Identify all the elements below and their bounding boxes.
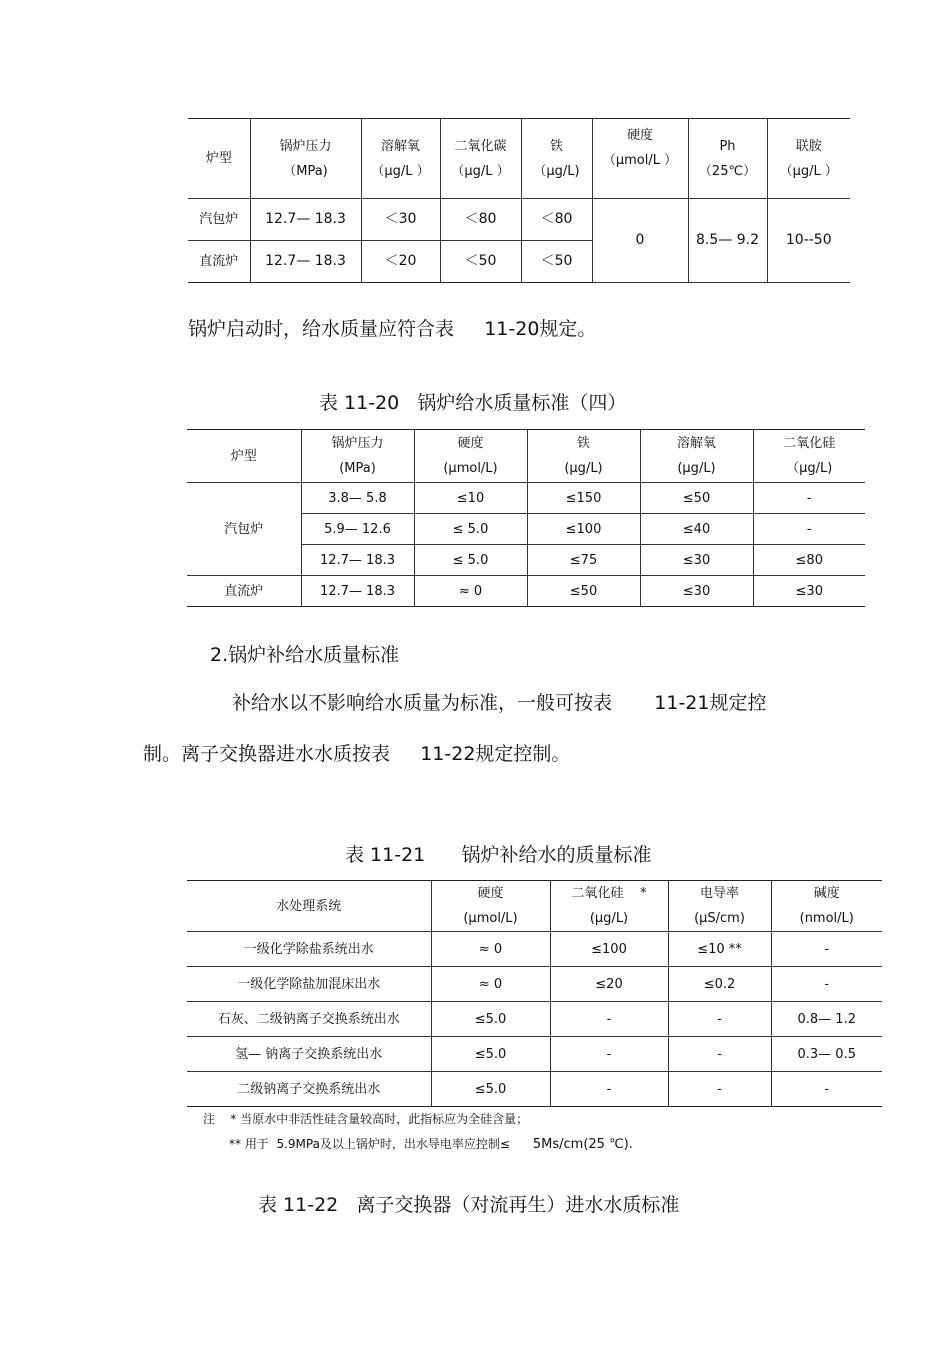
- table-row: [187, 1072, 882, 1107]
- table-cell: ≤5.0: [431, 1072, 550, 1107]
- table-cell: 0: [592, 199, 688, 283]
- table-cell: ≤0.2: [668, 967, 771, 1002]
- table-cell: 12.7— 18.3: [301, 545, 414, 576]
- note-text: ** 用于 5.9MPa及以上锅炉时，出水导电率应控制≤: [229, 1137, 533, 1151]
- boiler-type-cell: 直流炉: [199, 254, 239, 269]
- table-caption-11-22: 表 11-22 离子交换器（对流再生）进水水质标准: [258, 1194, 680, 1216]
- table-cell: ≤30: [640, 576, 753, 607]
- table-cell: -: [753, 483, 865, 514]
- header-cell: 炉型: [188, 119, 250, 199]
- table-cell: ≤40: [640, 514, 753, 545]
- table-note: [229, 1135, 633, 1154]
- table-caption-11-20: 表 11-20 锅炉给水质量标准（四）: [319, 392, 627, 414]
- paragraph-line: 制。离子交换器进水水质按表 11-22规定控制。: [143, 743, 571, 765]
- header-cell: 铁 （µg/L): [521, 119, 592, 199]
- table-cell: ≤5.0: [431, 1002, 550, 1037]
- table-cell: ＜50: [521, 241, 592, 283]
- system-cell: 石灰、二级钠离子交换系统出水: [187, 1002, 431, 1037]
- table-cell: -: [668, 1002, 771, 1037]
- table-cell: 12.7— 18.3: [250, 241, 361, 283]
- table-cell: ≤30: [753, 576, 865, 607]
- boiler-type-cell: 汽包炉: [187, 483, 301, 576]
- table-cell: ≈ 0: [431, 967, 550, 1002]
- table-header-row: [187, 430, 865, 483]
- table-cell: ＜30: [361, 199, 440, 241]
- header-cell: Ph （25℃）: [688, 119, 767, 199]
- header-cell: 电导率 (µS/cm): [668, 881, 771, 932]
- boiler-type-cell: 直流炉: [224, 583, 264, 599]
- header-cell: 硬度 (µmol/L): [431, 881, 550, 932]
- table-cell: ≤5.0: [431, 1037, 550, 1072]
- table-row: [187, 1002, 882, 1037]
- table-cell: ＜50: [440, 241, 521, 283]
- section-heading: 2.锅炉补给水质量标准: [210, 644, 400, 666]
- note-text: 5Ms/cm(25 ℃).: [532, 1137, 633, 1152]
- paragraph-startup: 锅炉启动时，给水质量应符合表 11-20规定。: [188, 318, 597, 340]
- table-row: [187, 576, 865, 607]
- table-cell: ≤10: [414, 483, 527, 514]
- table-cell: -: [550, 1072, 668, 1107]
- table-cell: 8.5— 9.2: [688, 199, 767, 283]
- table-cell: -: [550, 1002, 668, 1037]
- header-cell: 二氧化硅 * (µg/L): [550, 881, 668, 932]
- header-cell: 硬度 (µmol/L): [414, 430, 527, 483]
- table-row: [187, 1037, 882, 1072]
- system-cell: 一级化学除盐加混床出水: [187, 967, 431, 1002]
- table-header-row: [187, 881, 882, 932]
- header-cell: 碱度 (nmol/L): [771, 881, 882, 932]
- table-cell: 0.3— 0.5: [771, 1037, 882, 1072]
- table-cell: 3.8— 5.8: [301, 483, 414, 514]
- system-cell: 氢— 钠离子交换系统出水: [187, 1037, 431, 1072]
- table-cell: -: [668, 1037, 771, 1072]
- table-cell: ≤ 5.0: [414, 545, 527, 576]
- table-cell: ≤50: [527, 576, 640, 607]
- table-cell: ＜80: [521, 199, 592, 241]
- table-cell: ＜20: [361, 241, 440, 283]
- feedwater-quality-table-top: [188, 118, 850, 283]
- table-header-row: [188, 119, 850, 199]
- paragraph-line: 补给水以不影响给水质量为标准，一般可按表 11-21规定控: [232, 692, 767, 714]
- header-cell: 二氧化硅 （µg/L): [753, 430, 865, 483]
- table-cell: ≈ 0: [414, 576, 527, 607]
- boiler-type-cell: 汽包炉: [188, 199, 250, 241]
- table-cell: ≤100: [550, 932, 668, 967]
- table-cell: 5.9— 12.6: [301, 514, 414, 545]
- header-cell: 溶解氧 （µg/L ）: [361, 119, 440, 199]
- table-row: [187, 932, 882, 967]
- table-cell: ≤10 **: [668, 932, 771, 967]
- table-cell: 10--50: [767, 199, 850, 283]
- table-11-20: [187, 429, 865, 607]
- table-cell: ≤50: [640, 483, 753, 514]
- table-cell: -: [771, 967, 882, 1002]
- table-row: [187, 483, 865, 514]
- table-cell: -: [550, 1037, 668, 1072]
- table-cell: ≤ 5.0: [414, 514, 527, 545]
- table-cell: -: [771, 1072, 882, 1107]
- table-cell: ≤100: [527, 514, 640, 545]
- header-cell: 炉型: [187, 430, 301, 483]
- header-cell: 联胺 （µg/L ）: [767, 119, 850, 199]
- table-cell: -: [753, 514, 865, 545]
- table-cell: ≤150: [527, 483, 640, 514]
- table-note: 注 * 当原水中非活性硅含量较高时，此指标应为全硅含量；: [203, 1112, 529, 1126]
- table-cell: ≈ 0: [431, 932, 550, 967]
- header-cell: 溶解氧 (µg/L): [640, 430, 753, 483]
- system-cell: 一级化学除盐系统出水: [187, 932, 431, 967]
- table-11-21: [187, 880, 882, 1107]
- header-cell: 二氧化碳 （µg/L ）: [440, 119, 521, 199]
- table-cell: ≤75: [527, 545, 640, 576]
- table-cell: ＜80: [440, 199, 521, 241]
- table-cell: ≤30: [640, 545, 753, 576]
- header-cell: 锅炉压力 (MPa): [301, 430, 414, 483]
- table-caption-11-21: 表 11-21 锅炉补给水的质量标准: [345, 844, 652, 866]
- table-cell: -: [668, 1072, 771, 1107]
- header-cell: 硬度 （µmol/L ）: [592, 119, 688, 199]
- header-cell: 水处理系统: [187, 881, 431, 932]
- table-row: [188, 199, 850, 241]
- table-cell: -: [771, 932, 882, 967]
- table-cell: 12.7— 18.3: [301, 576, 414, 607]
- table-cell: ≤20: [550, 967, 668, 1002]
- system-cell: 二级钠离子交换系统出水: [237, 1081, 381, 1097]
- table-row: [187, 967, 882, 1002]
- header-cell: 锅炉压力 （MPa): [250, 119, 361, 199]
- table-cell: 12.7— 18.3: [250, 199, 361, 241]
- table-cell: 0.8— 1.2: [771, 1002, 882, 1037]
- table-cell: ≤80: [753, 545, 865, 576]
- header-cell: 铁 (µg/L): [527, 430, 640, 483]
